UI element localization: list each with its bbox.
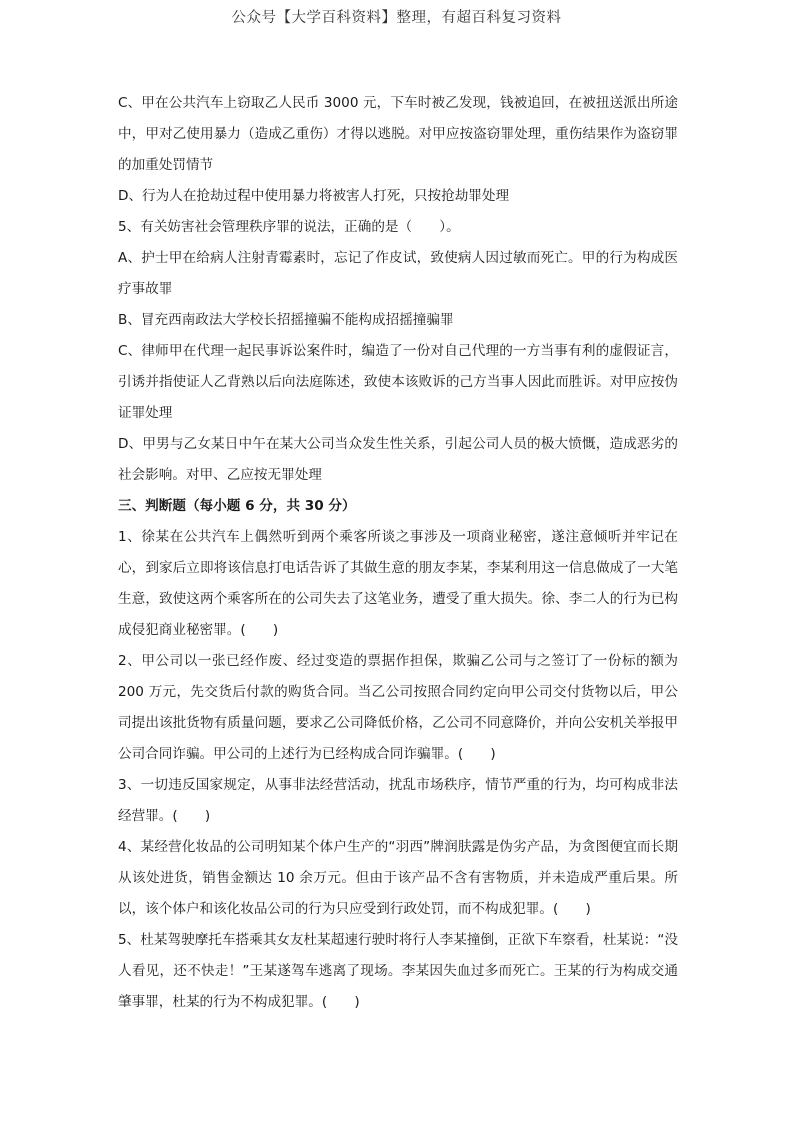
tf-2: 2、甲公司以一张已经作废、经过变造的票据作担保，欺骗乙公司与之签订了一份标的额为 200 万元，先交货后付款的购货合同。当乙公司按照合同约定向甲公司交付货物以后，甲公司提出该批货物有质量问题，要求乙公司降低价格，乙公司不同意降价，并向公安机关举报甲公司合同诈骗。甲公司的上述行为已经构成合同诈骗罪。( ) [118,653,678,762]
q4-option-d: D、行为人在抢劫过程中使用暴力将被害人打死，只按抢劫罪处理 [118,188,510,204]
tf-1: 1、徐某在公共汽车上偶然听到两个乘客所谈之事涉及一项商业秘密，遂注意倾听并牢记在心，到家后立即将该信息打电话告诉了其做生意的朋友李某，李某利用这一信息做成了一大笔生意，致使这两个乘客所在的公司失去了这笔业务，遭受了重大损失。徐、李二人的行为已构成侵犯商业秘密罪。( ) [118,529,678,638]
q5-option-a: A、护士甲在给病人注射青霉素时，忘记了作皮试，致使病人因过敏而死亡。甲的行为构成医疗事故罪 [118,250,678,297]
q5-stem: 5、有关妨害社会管理秩序罪的说法，正确的是（ ）。 [118,219,460,235]
q4-option-c: C、甲在公共汽车上窃取乙人民币 3000 元，下车时被乙发现，钱被追回，在被扭送派出所途中，甲对乙使用暴力（造成乙重伤）才得以逃脱。对甲应按盗窃罪处理，重伤结果作为盗窃罪的加重处罚情节 [118,95,678,173]
section-3-heading: 三、判断题（每小题 6 分，共 30 分） [118,498,356,514]
tf-3: 3、一切违反国家规定，从事非法经营活动，扰乱市场秩序，情节严重的行为，均可构成非法经营罪。( ) [118,777,678,824]
q5-option-c: C、律师甲在代理一起民事诉讼案件时，编造了一份对自己代理的一方当事有利的虚假证言，引诱并指使证人乙背熟以后向法庭陈述，致使本该败诉的己方当事人因此而胜诉。对甲应按伪证罪处理 [118,343,678,421]
tf-5: 5、杜某驾驶摩托车搭乘其女友杜某超速行驶时将行人李某撞倒，正欲下车察看，杜某说：“没人看见，还不快走！”王某遂驾车逃离了现场。李某因失血过多而死亡。王某的行为构成交通肇事罪，杜某的行为不构成犯罪。( ) [118,932,678,1010]
tf-4: 4、某经营化妆品的公司明知某个体户生产的“羽西”牌润肤露是伪劣产品，为贪图便宜而长期从该处进货，销售金额达 10 余万元。但由于该产品不含有害物质，并未造成严重后果。所以，该个体户和该化妆品公司的行为只应受到行政处罚，而不构成犯罪。( ) [118,839,678,917]
page-header: 公众号【大学百科资料】整理，有超百科复习资料 [231,10,562,26]
q5-option-d: D、甲男与乙女某日中午在某大公司当众发生性关系，引起公司人员的极大愤慨，造成恶劣的社会影响。对甲、乙应按无罪处理 [118,436,678,483]
q5-option-b: B、冒充西南政法大学校长招摇撞骗不能构成招摇撞骗罪 [118,312,454,328]
document-body [118,88,678,1018]
